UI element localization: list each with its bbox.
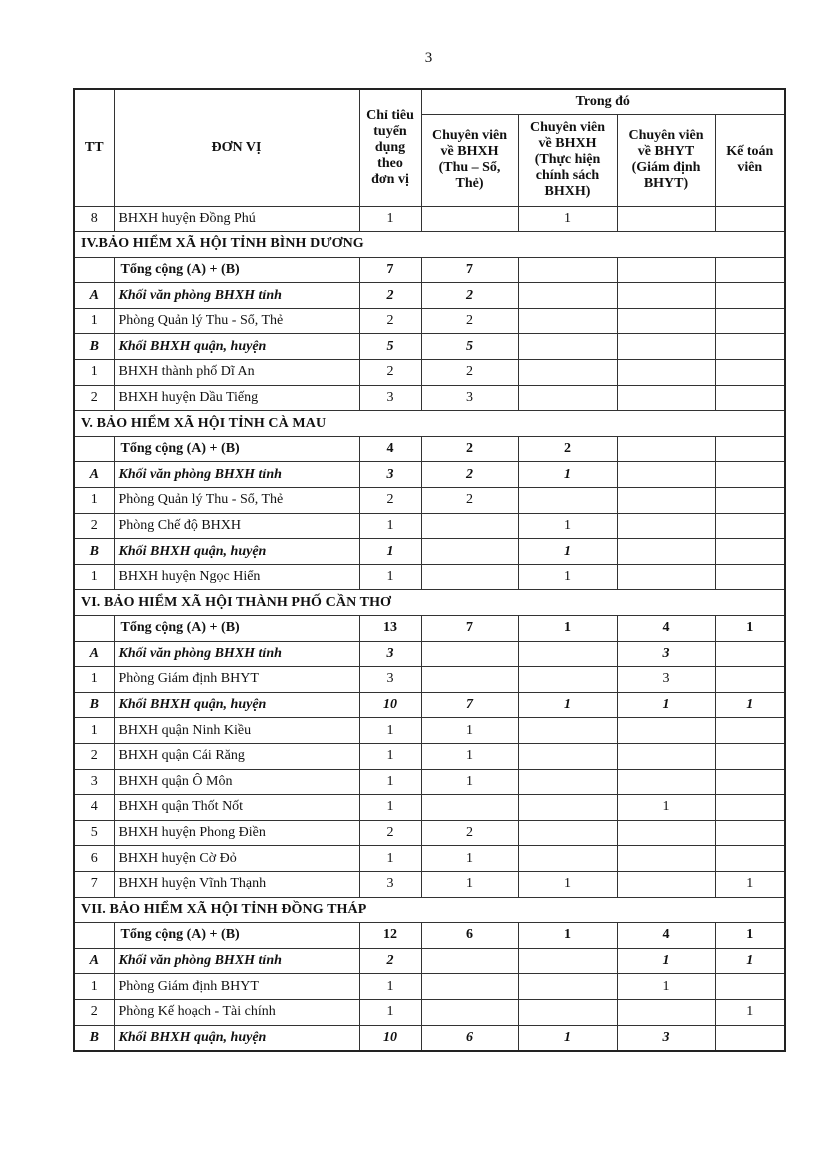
table-row (74, 820, 785, 846)
row-thu-so-the (421, 999, 518, 1025)
table-header (74, 89, 785, 206)
row-giam-dinh (617, 334, 715, 360)
row-ke-toan (715, 206, 785, 232)
row-chinh-sach (518, 257, 617, 283)
table-row (74, 769, 785, 795)
row-thu-so-the (421, 795, 518, 821)
table-row (74, 360, 785, 386)
row-chinh-sach (518, 948, 617, 974)
table-row (74, 743, 785, 769)
row-giam-dinh (617, 564, 715, 590)
row-chinh-sach (518, 999, 617, 1025)
row-giam-dinh (617, 257, 715, 283)
table-row (74, 564, 785, 590)
row-ke-toan (715, 743, 785, 769)
row-ke-toan: 1 (715, 871, 785, 897)
section-title: V. BẢO HIỂM XÃ HỘI TỈNH CÀ MAU (74, 411, 785, 437)
row-tt: 1 (74, 308, 114, 334)
section-row (74, 897, 785, 923)
row-unit-name: BHXH huyện Phong Điền (114, 820, 359, 846)
section-row (74, 590, 785, 616)
row-ke-toan (715, 283, 785, 309)
header-col-chinh-sach: Chuyên viên về BHXH (Thực hiện chính sách BHXH) (518, 114, 617, 206)
row-total: 1 (359, 846, 421, 872)
row-unit-name: Phòng Giám định BHYT (114, 667, 359, 693)
row-total: 2 (359, 948, 421, 974)
table-row (74, 308, 785, 334)
row-tt (74, 923, 114, 949)
row-thu-so-the: 1 (421, 769, 518, 795)
row-giam-dinh (617, 436, 715, 462)
row-thu-so-the (421, 206, 518, 232)
row-unit-name: BHXH quận Ninh Kiều (114, 718, 359, 744)
table-body (74, 206, 785, 1051)
row-giam-dinh (617, 360, 715, 386)
row-tt: 2 (74, 513, 114, 539)
group-row (74, 334, 785, 360)
table-row (74, 206, 785, 232)
row-ke-toan (715, 564, 785, 590)
row-total: 3 (359, 641, 421, 667)
row-unit-name: Khối BHXH quận, huyện (114, 539, 359, 565)
row-unit-name: Khối BHXH quận, huyện (114, 1025, 359, 1051)
row-chinh-sach (518, 743, 617, 769)
group-row (74, 948, 785, 974)
row-chinh-sach (518, 974, 617, 1000)
row-ke-toan (715, 257, 785, 283)
row-thu-so-the: 3 (421, 385, 518, 411)
group-row (74, 692, 785, 718)
row-giam-dinh (617, 769, 715, 795)
row-giam-dinh: 1 (617, 692, 715, 718)
row-tt: A (74, 948, 114, 974)
row-ke-toan: 1 (715, 948, 785, 974)
header-col-ke-toan: Kế toán viên (715, 114, 785, 206)
row-giam-dinh (617, 820, 715, 846)
row-total: 3 (359, 871, 421, 897)
row-unit-name: Phòng Giám định BHYT (114, 974, 359, 1000)
row-tt: 3 (74, 769, 114, 795)
row-unit-name: BHXH thành phố Dĩ An (114, 360, 359, 386)
row-unit-name: BHXH quận Thốt Nốt (114, 795, 359, 821)
row-unit-name: Tổng cộng (A) + (B) (114, 436, 359, 462)
row-giam-dinh: 3 (617, 667, 715, 693)
row-chinh-sach (518, 488, 617, 514)
row-chinh-sach: 1 (518, 206, 617, 232)
row-thu-so-the (421, 564, 518, 590)
row-giam-dinh (617, 308, 715, 334)
row-ke-toan: 1 (715, 923, 785, 949)
row-ke-toan: 1 (715, 692, 785, 718)
table-row (74, 667, 785, 693)
row-tt: A (74, 283, 114, 309)
row-unit-name: Khối văn phòng BHXH tỉnh (114, 641, 359, 667)
row-giam-dinh: 1 (617, 974, 715, 1000)
row-ke-toan (715, 795, 785, 821)
recruitment-table (73, 88, 786, 1052)
row-chinh-sach (518, 334, 617, 360)
row-total: 10 (359, 1025, 421, 1051)
row-unit-name: Phòng Kế hoạch - Tài chính (114, 999, 359, 1025)
row-giam-dinh (617, 283, 715, 309)
row-ke-toan (715, 436, 785, 462)
row-tt: A (74, 462, 114, 488)
row-giam-dinh (617, 488, 715, 514)
row-chinh-sach: 1 (518, 692, 617, 718)
row-ke-toan (715, 667, 785, 693)
row-thu-so-the (421, 641, 518, 667)
row-chinh-sach: 1 (518, 616, 617, 642)
row-unit-name: BHXH huyện Cờ Đỏ (114, 846, 359, 872)
row-thu-so-the (421, 539, 518, 565)
row-thu-so-the: 2 (421, 462, 518, 488)
row-thu-so-the: 6 (421, 1025, 518, 1051)
row-unit-name: Phòng Quản lý Thu - Sổ, Thẻ (114, 488, 359, 514)
total-row (74, 616, 785, 642)
group-row (74, 283, 785, 309)
row-unit-name: Khối văn phòng BHXH tỉnh (114, 462, 359, 488)
row-tt: B (74, 539, 114, 565)
row-thu-so-the: 6 (421, 923, 518, 949)
row-total: 3 (359, 462, 421, 488)
section-row (74, 232, 785, 258)
row-tt: B (74, 1025, 114, 1051)
row-ke-toan (715, 385, 785, 411)
row-giam-dinh (617, 871, 715, 897)
row-tt: 5 (74, 820, 114, 846)
row-chinh-sach (518, 667, 617, 693)
row-unit-name: BHXH huyện Đồng Phú (114, 206, 359, 232)
row-total: 1 (359, 539, 421, 565)
table-row (74, 488, 785, 514)
row-tt (74, 616, 114, 642)
row-chinh-sach (518, 769, 617, 795)
row-giam-dinh (617, 743, 715, 769)
row-chinh-sach (518, 360, 617, 386)
row-total: 3 (359, 385, 421, 411)
row-total: 2 (359, 308, 421, 334)
total-row (74, 257, 785, 283)
row-total: 2 (359, 820, 421, 846)
row-giam-dinh (617, 513, 715, 539)
row-ke-toan (715, 334, 785, 360)
section-title: VII. BẢO HIỂM XÃ HỘI TỈNH ĐỒNG THÁP (74, 897, 785, 923)
row-unit-name: Khối văn phòng BHXH tỉnh (114, 948, 359, 974)
row-total: 1 (359, 513, 421, 539)
row-total: 3 (359, 667, 421, 693)
row-unit-name: Khối BHXH quận, huyện (114, 692, 359, 718)
row-total: 1 (359, 206, 421, 232)
row-tt: 2 (74, 999, 114, 1025)
row-tt (74, 436, 114, 462)
row-thu-so-the: 7 (421, 616, 518, 642)
row-tt: 4 (74, 795, 114, 821)
row-chinh-sach: 1 (518, 513, 617, 539)
table-row (74, 999, 785, 1025)
header-don-vi: ĐƠN VỊ (114, 89, 359, 206)
row-chinh-sach (518, 820, 617, 846)
row-total: 1 (359, 795, 421, 821)
row-total: 12 (359, 923, 421, 949)
section-row (74, 411, 785, 437)
row-thu-so-the: 7 (421, 257, 518, 283)
row-unit-name: Tổng cộng (A) + (B) (114, 923, 359, 949)
row-unit-name: Khối BHXH quận, huyện (114, 334, 359, 360)
row-thu-so-the: 2 (421, 308, 518, 334)
row-giam-dinh (617, 539, 715, 565)
row-tt: 1 (74, 667, 114, 693)
row-tt: 6 (74, 846, 114, 872)
row-unit-name: BHXH huyện Ngọc Hiển (114, 564, 359, 590)
row-total: 10 (359, 692, 421, 718)
row-thu-so-the: 2 (421, 820, 518, 846)
total-row (74, 436, 785, 462)
row-total: 1 (359, 769, 421, 795)
row-thu-so-the: 1 (421, 846, 518, 872)
row-tt: 7 (74, 871, 114, 897)
row-ke-toan (715, 308, 785, 334)
row-thu-so-the (421, 513, 518, 539)
row-giam-dinh: 1 (617, 948, 715, 974)
row-thu-so-the: 1 (421, 718, 518, 744)
row-total: 2 (359, 360, 421, 386)
row-giam-dinh (617, 846, 715, 872)
row-total: 7 (359, 257, 421, 283)
row-chinh-sach: 1 (518, 1025, 617, 1051)
row-chinh-sach: 1 (518, 564, 617, 590)
row-chinh-sach (518, 795, 617, 821)
header-chi-tieu: Chỉ tiêu tuyển dụng theo đơn vị (359, 89, 421, 206)
row-chinh-sach: 1 (518, 871, 617, 897)
page-number: 3 (424, 50, 433, 66)
row-thu-so-the: 2 (421, 283, 518, 309)
row-thu-so-the: 2 (421, 360, 518, 386)
row-thu-so-the: 2 (421, 436, 518, 462)
row-chinh-sach (518, 308, 617, 334)
header-col-giam-dinh: Chuyên viên về BHYT (Giám định BHYT) (617, 114, 715, 206)
table-row (74, 718, 785, 744)
row-total: 1 (359, 974, 421, 1000)
row-giam-dinh (617, 718, 715, 744)
row-unit-name: BHXH quận Cái Răng (114, 743, 359, 769)
row-ke-toan (715, 846, 785, 872)
total-row (74, 923, 785, 949)
row-unit-name: Phòng Quản lý Thu - Sổ, Thẻ (114, 308, 359, 334)
row-tt: A (74, 641, 114, 667)
row-ke-toan (715, 1025, 785, 1051)
row-tt: B (74, 692, 114, 718)
row-chinh-sach: 2 (518, 436, 617, 462)
row-thu-so-the: 7 (421, 692, 518, 718)
row-tt: 8 (74, 206, 114, 232)
row-giam-dinh: 4 (617, 616, 715, 642)
table-row (74, 974, 785, 1000)
row-total: 2 (359, 283, 421, 309)
row-ke-toan: 1 (715, 616, 785, 642)
row-tt (74, 257, 114, 283)
row-unit-name: BHXH quận Ô Môn (114, 769, 359, 795)
row-thu-so-the (421, 948, 518, 974)
row-unit-name: BHXH huyện Vĩnh Thạnh (114, 871, 359, 897)
table-row (74, 846, 785, 872)
row-thu-so-the: 5 (421, 334, 518, 360)
row-giam-dinh: 4 (617, 923, 715, 949)
row-tt: 2 (74, 385, 114, 411)
row-ke-toan (715, 360, 785, 386)
row-giam-dinh (617, 206, 715, 232)
row-chinh-sach: 1 (518, 539, 617, 565)
row-ke-toan (715, 539, 785, 565)
row-ke-toan (715, 718, 785, 744)
row-thu-so-the: 1 (421, 743, 518, 769)
row-ke-toan (715, 513, 785, 539)
row-tt: 1 (74, 564, 114, 590)
row-ke-toan (715, 974, 785, 1000)
row-ke-toan (715, 488, 785, 514)
row-thu-so-the (421, 974, 518, 1000)
row-ke-toan (715, 820, 785, 846)
row-giam-dinh: 3 (617, 1025, 715, 1051)
table-row (74, 871, 785, 897)
row-ke-toan (715, 641, 785, 667)
section-title: VI. BẢO HIỂM XÃ HỘI THÀNH PHỐ CẦN THƠ (74, 590, 785, 616)
row-chinh-sach (518, 385, 617, 411)
row-total: 1 (359, 999, 421, 1025)
row-chinh-sach: 1 (518, 462, 617, 488)
row-total: 1 (359, 743, 421, 769)
header-tt: TT (74, 89, 114, 206)
row-tt: 1 (74, 360, 114, 386)
row-giam-dinh (617, 385, 715, 411)
row-tt: 2 (74, 743, 114, 769)
row-chinh-sach (518, 283, 617, 309)
row-tt: 1 (74, 488, 114, 514)
group-row (74, 539, 785, 565)
row-ke-toan: 1 (715, 999, 785, 1025)
row-giam-dinh: 3 (617, 641, 715, 667)
header-trong-do: Trong đó (421, 89, 785, 114)
row-tt: B (74, 334, 114, 360)
table-row (74, 513, 785, 539)
row-unit-name: Tổng cộng (A) + (B) (114, 257, 359, 283)
table-row (74, 795, 785, 821)
row-giam-dinh (617, 462, 715, 488)
row-unit-name: Phòng Chế độ BHXH (114, 513, 359, 539)
row-unit-name: BHXH huyện Dầu Tiếng (114, 385, 359, 411)
row-thu-so-the: 2 (421, 488, 518, 514)
row-giam-dinh: 1 (617, 795, 715, 821)
header-col-thu-so-the: Chuyên viên về BHXH (Thu – Sổ, Thẻ) (421, 114, 518, 206)
row-total: 1 (359, 564, 421, 590)
row-unit-name: Khối văn phòng BHXH tỉnh (114, 283, 359, 309)
row-total: 4 (359, 436, 421, 462)
row-tt: 1 (74, 974, 114, 1000)
row-total: 5 (359, 334, 421, 360)
row-total: 2 (359, 488, 421, 514)
group-row (74, 641, 785, 667)
row-unit-name: Tổng cộng (A) + (B) (114, 616, 359, 642)
group-row (74, 1025, 785, 1051)
section-title: IV.BẢO HIỂM XÃ HỘI TỈNH BÌNH DƯƠNG (74, 232, 785, 258)
row-thu-so-the (421, 667, 518, 693)
row-total: 13 (359, 616, 421, 642)
row-tt: 1 (74, 718, 114, 744)
row-thu-so-the: 1 (421, 871, 518, 897)
row-chinh-sach: 1 (518, 923, 617, 949)
table-row (74, 385, 785, 411)
row-chinh-sach (518, 641, 617, 667)
row-giam-dinh (617, 999, 715, 1025)
row-total: 1 (359, 718, 421, 744)
group-row (74, 462, 785, 488)
row-chinh-sach (518, 718, 617, 744)
row-ke-toan (715, 769, 785, 795)
row-chinh-sach (518, 846, 617, 872)
row-ke-toan (715, 462, 785, 488)
